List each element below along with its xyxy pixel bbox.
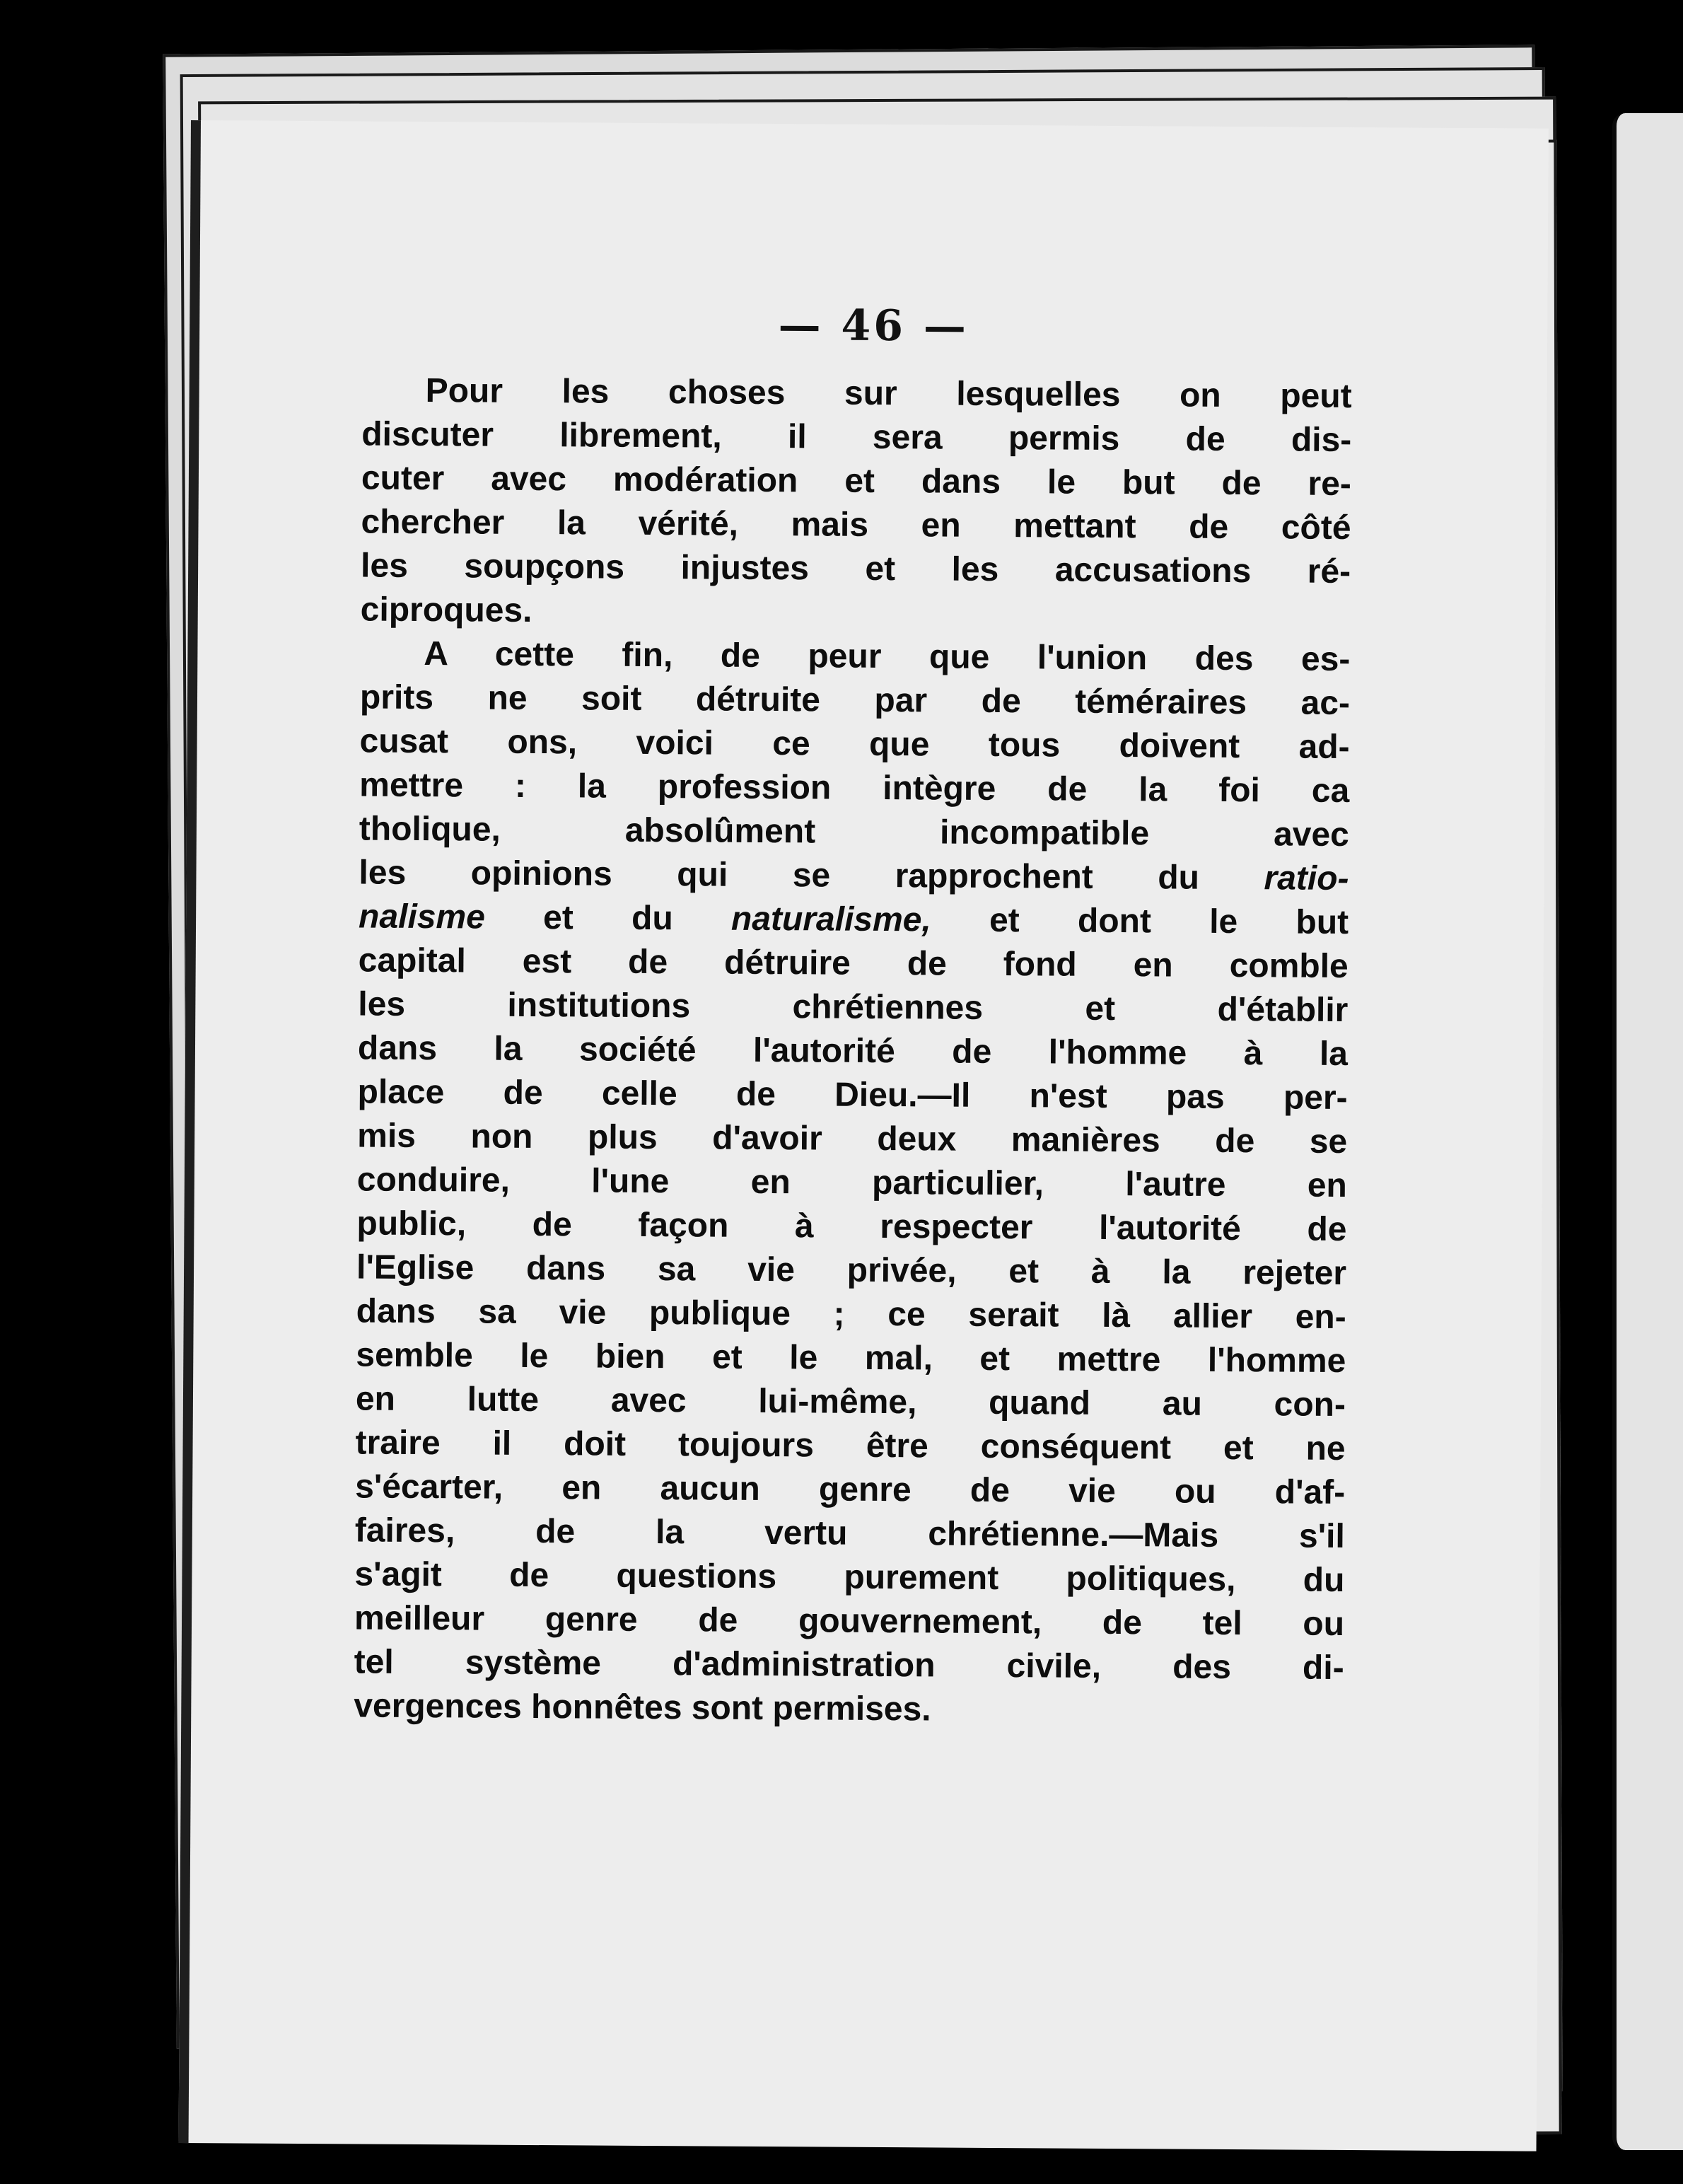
body-text xyxy=(354,368,1352,1734)
text-line: public, de façon à respecter l'autorité de xyxy=(356,1204,1347,1249)
text-line: discuter librement, il sera permis de dis- xyxy=(361,415,1352,460)
italic-term: naturalisme, xyxy=(730,900,931,939)
text-line: place de celle de Dieu.—Il n'est pas per- xyxy=(357,1073,1348,1117)
text-line: tel système d'administration civile, des di- xyxy=(354,1643,1344,1688)
text-line: chercher la vérité, mais en mettant de côté xyxy=(361,503,1351,547)
text-run: et du xyxy=(542,899,673,938)
text-line: dans sa vie publique ; ce serait là allier en- xyxy=(356,1292,1346,1337)
text-line: traire il doit toujours être conséquent et ne xyxy=(355,1424,1346,1468)
text-line: s'agit de questions purement politiques, du xyxy=(354,1555,1345,1600)
text-run: les opinions qui se rapprochent du xyxy=(359,854,1200,897)
text-line: vergences honnêtes sont permises. xyxy=(354,1687,931,1729)
page-number: — 46 — xyxy=(778,301,969,352)
text-line-with-italic xyxy=(359,851,1349,901)
text-line: s'écarter, en aucun genre de vie ou d'af- xyxy=(355,1468,1346,1512)
page-sheet xyxy=(179,120,1549,2151)
text-line: semble le bien et le mal, et mettre l'homme xyxy=(356,1336,1346,1381)
next-page-edge xyxy=(1612,113,1683,2150)
text-line: cuter avec modération et dans le but de re- xyxy=(361,459,1352,504)
text-line: l'Eglise dans sa vie privée, et à la rejeter xyxy=(356,1248,1347,1293)
text-line: cusat ons, voici ce que tous doivent ad- xyxy=(359,722,1350,767)
text-line: Pour les choses sur lesquelles on peut xyxy=(425,372,1352,416)
text-line: meilleur genre de gouvernement, de tel ou xyxy=(354,1599,1345,1644)
text-line: en lutte avec lui-même, quand au con- xyxy=(355,1380,1346,1424)
text-run: et dont le but xyxy=(989,901,1349,942)
text-line: ciproques. xyxy=(360,591,532,629)
text-line: mis non plus d'avoir deux manières de se xyxy=(357,1117,1348,1161)
italic-term: nalisme xyxy=(358,898,486,936)
text-line: les soupçons injustes et les accusations ré- xyxy=(360,547,1351,591)
text-line: dans la société l'autorité de l'homme à la xyxy=(357,1029,1349,1074)
text-line: les institutions chrétiennes et d'établir xyxy=(358,985,1349,1030)
text-line: conduire, l'une en particulier, l'autre en xyxy=(356,1161,1347,1205)
text-line-with-italic xyxy=(359,895,1349,945)
text-line: tholique, absolûment incompatible avec xyxy=(359,810,1350,854)
text-line: A cette fin, de peur que l'union des es- xyxy=(424,635,1351,679)
text-line: mettre : la profession intègre de la foi ca xyxy=(359,766,1350,811)
text-line: prits ne soit détruite par de téméraires ac- xyxy=(359,678,1351,723)
text-line: faires, de la vertu chrétienne.—Mais s'il xyxy=(354,1511,1345,1556)
italic-term: ratio- xyxy=(1264,859,1349,898)
text-line: capital est de détruire de fond en comble xyxy=(358,941,1349,986)
